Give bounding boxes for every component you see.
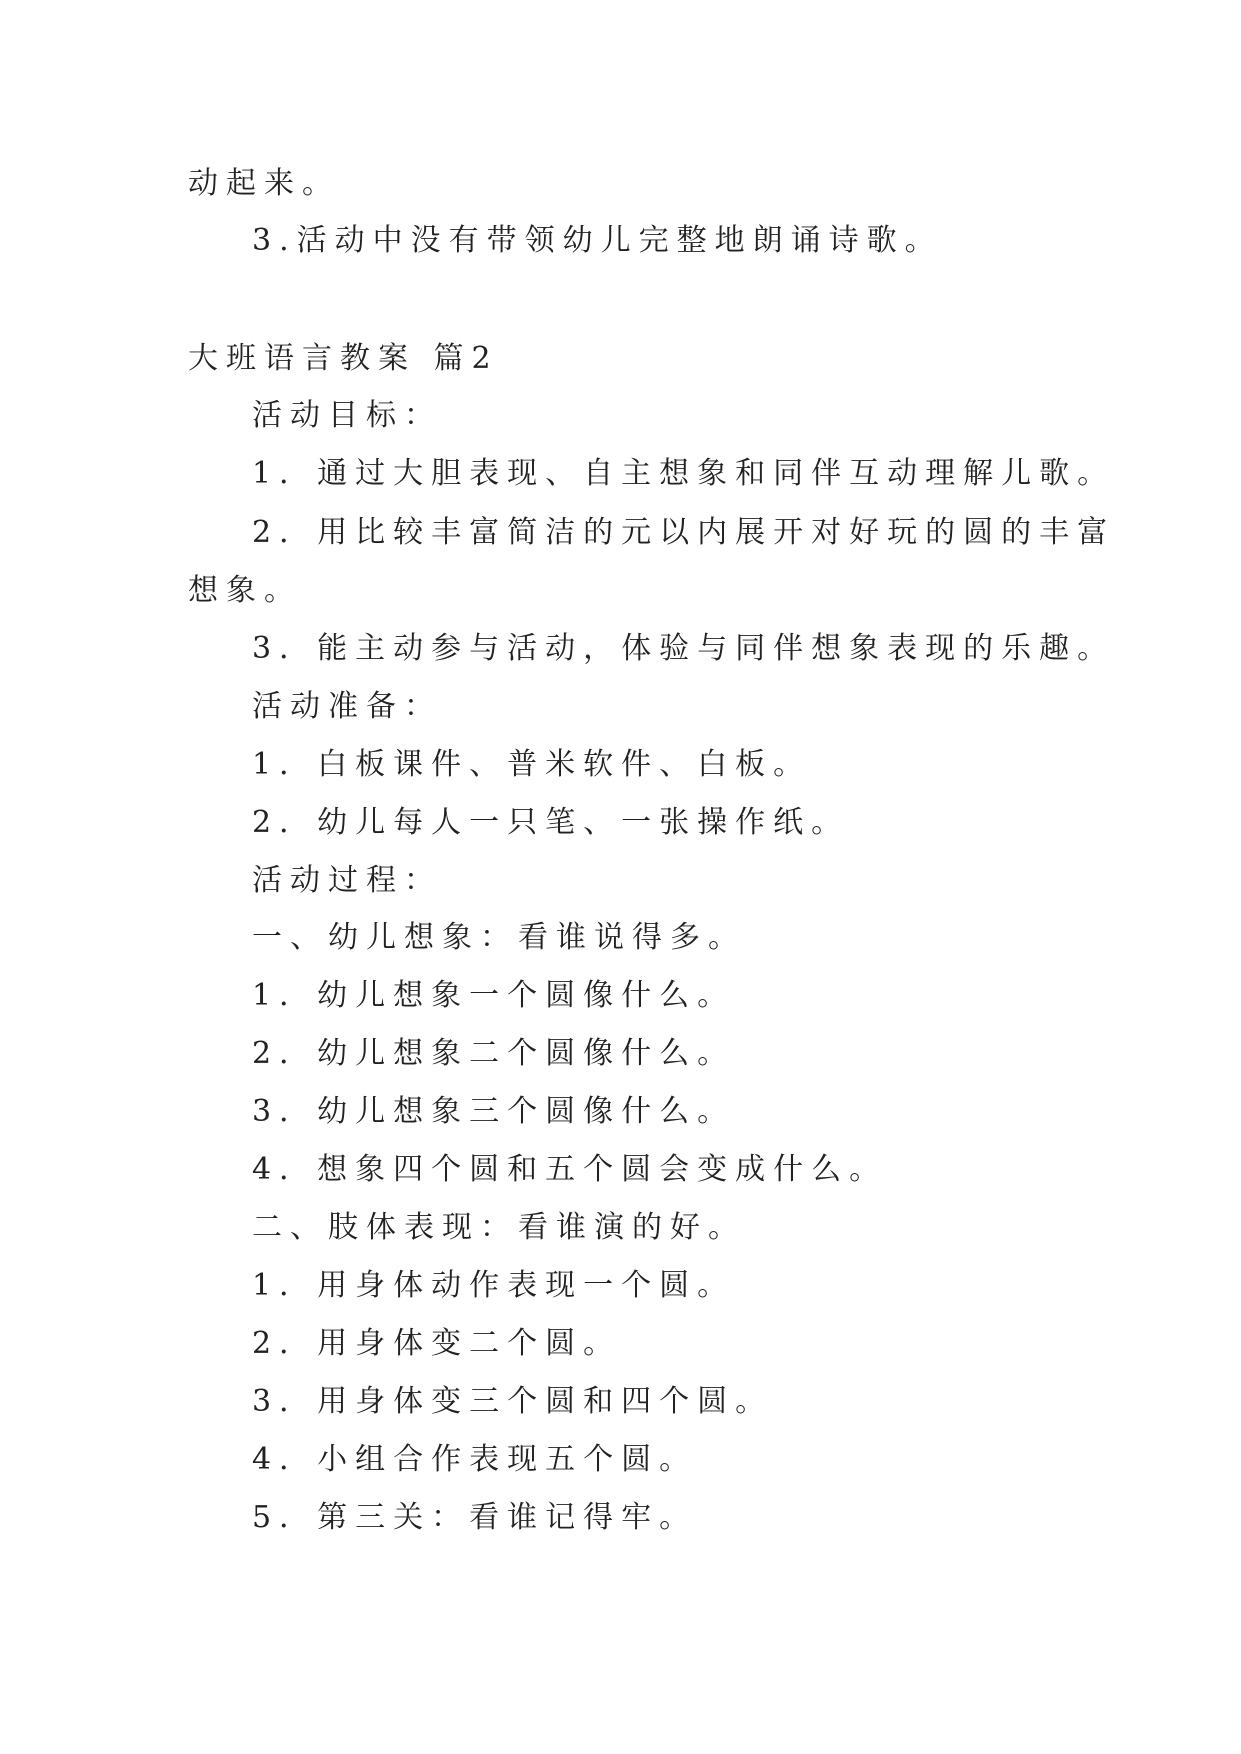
subheading: 活动过程： bbox=[252, 863, 442, 898]
text-line: 2．幼儿想象二个圆像什么。 bbox=[252, 1036, 736, 1071]
text-line: 想象。 bbox=[188, 573, 302, 608]
text-line: 2．用比较丰富简洁的元以内展开对好玩的圆的丰富 bbox=[252, 515, 1116, 550]
text-line: 1．白板课件、普米软件、白板。 bbox=[252, 747, 812, 782]
text-line: 1．通过大胆表现、自主想象和同伴互动理解儿歌。 bbox=[252, 456, 1116, 491]
text-line: 3．能主动参与活动，体验与同伴想象表现的乐趣。 bbox=[252, 631, 1116, 666]
text-line: 4．小组合作表现五个圆。 bbox=[252, 1442, 698, 1477]
subheading: 活动准备： bbox=[252, 689, 442, 724]
text-line: 5．第三关：看谁记得牢。 bbox=[252, 1500, 698, 1535]
text-line: 1．幼儿想象一个圆像什么。 bbox=[252, 978, 736, 1013]
section-heading: 大班语言教案 篇2 bbox=[188, 341, 499, 376]
text-line: 2．用身体变二个圆。 bbox=[252, 1326, 622, 1361]
text-line: 1．用身体动作表现一个圆。 bbox=[252, 1268, 736, 1303]
text-line: 3.活动中没有带领幼儿完整地朗诵诗歌。 bbox=[252, 223, 943, 258]
text-line: 2．幼儿每人一只笔、一张操作纸。 bbox=[252, 805, 850, 840]
text-line: 3．幼儿想象三个圆像什么。 bbox=[252, 1094, 736, 1129]
text-line: 二、肢体表现：看谁演的好。 bbox=[252, 1210, 746, 1245]
text-line: 3．用身体变三个圆和四个圆。 bbox=[252, 1384, 774, 1419]
subheading: 活动目标： bbox=[252, 398, 442, 433]
text-line: 4．想象四个圆和五个圆会变成什么。 bbox=[252, 1152, 888, 1187]
text-line: 动起来。 bbox=[188, 166, 340, 201]
text-line: 一、幼儿想象：看谁说得多。 bbox=[252, 920, 746, 955]
